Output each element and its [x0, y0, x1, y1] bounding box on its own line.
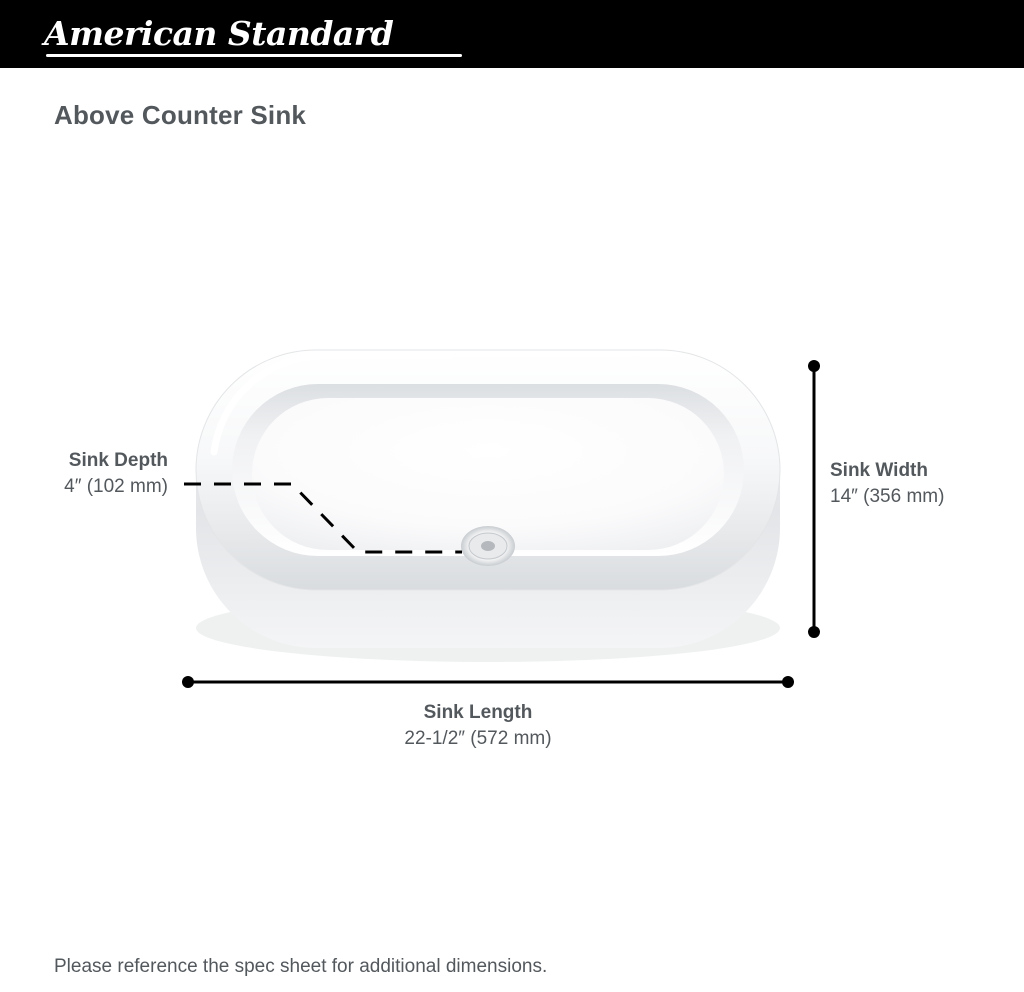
sink-width-dimension-line [808, 360, 820, 638]
american-standard-script-logo [44, 12, 464, 58]
sink-width-label-title: Sink Width [830, 460, 928, 481]
basin-outer-rim [196, 350, 780, 590]
brand-name-text: American Standard [44, 14, 394, 53]
basin-bowl [252, 398, 724, 550]
sink-length-dimension-line [182, 676, 794, 688]
basin-shadow [196, 594, 780, 662]
sink-length-label [290, 700, 666, 752]
rim-highlight [214, 356, 450, 452]
page-title: Above Counter Sink [54, 100, 307, 130]
basin-inner-rim [232, 384, 744, 556]
sink-depth-label-title: Sink Depth [68, 450, 168, 471]
logo-underline [46, 54, 462, 57]
sink-length-label-title: Sink Length [423, 702, 533, 723]
sink-depth-label-value: 4″ (102 mm) [64, 476, 168, 498]
sink-length-label-value: 22-1/2″ (572 mm) [404, 728, 552, 750]
sink-width-label-value: 14″ (356 mm) [830, 486, 945, 508]
drain-grate [461, 526, 515, 566]
spec-sheet-note: Please reference the spec sheet for additional dimensions. [54, 956, 548, 977]
sink-depth-label [8, 448, 168, 500]
sink-depth-leader-line [184, 484, 462, 552]
basin-side-wall [196, 350, 780, 648]
header-bar [0, 0, 1024, 68]
sink-width-label [830, 458, 1016, 510]
